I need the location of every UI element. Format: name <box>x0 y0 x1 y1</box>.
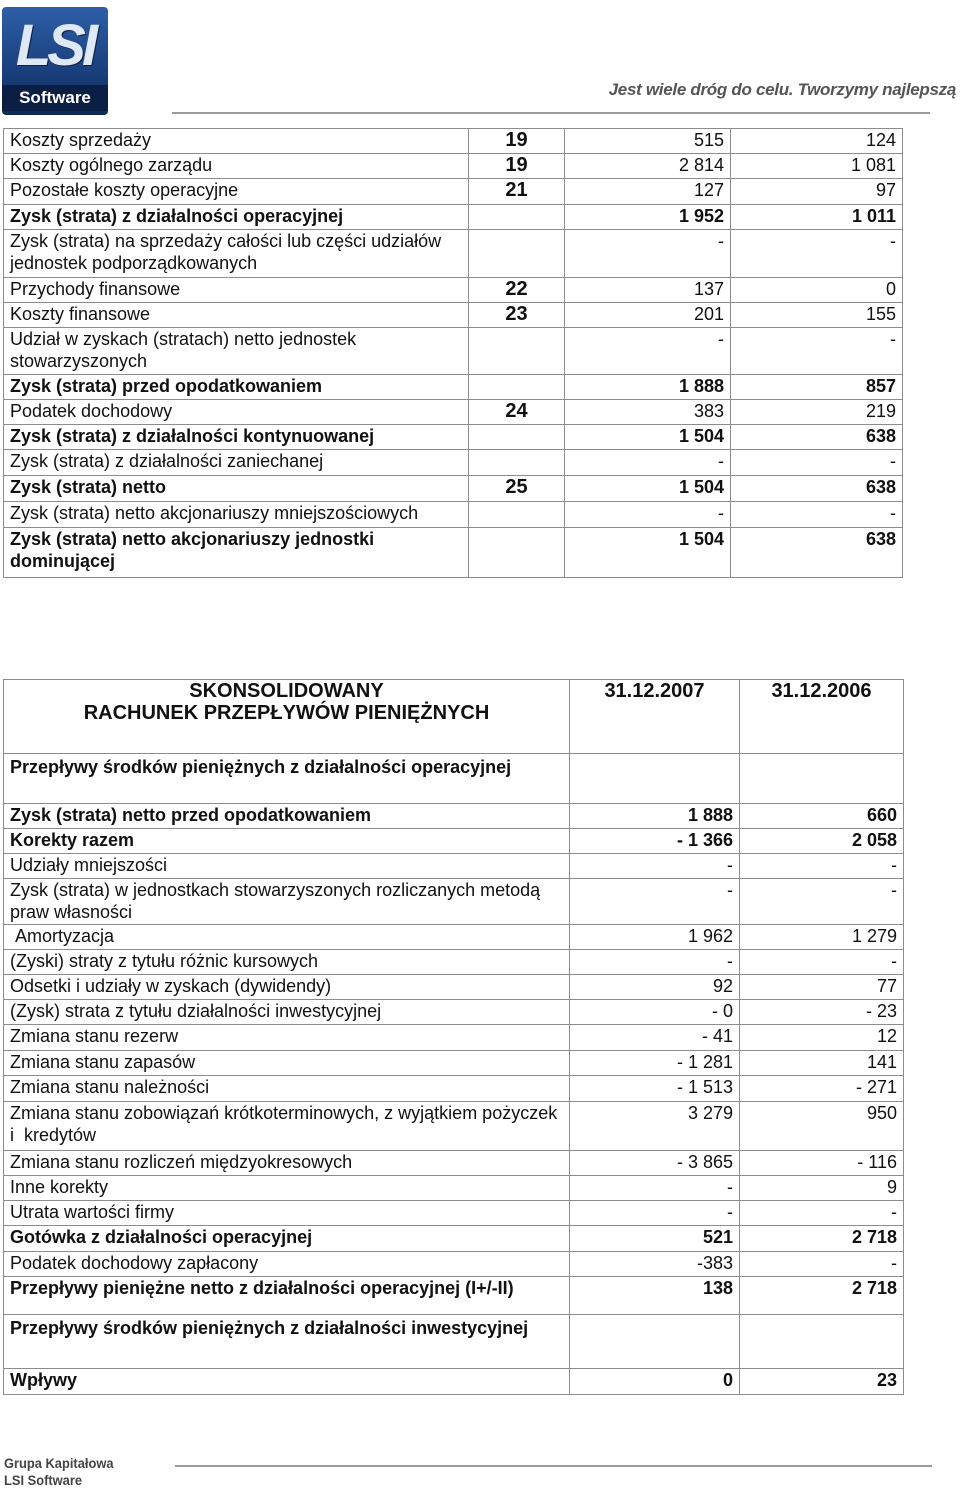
cash-flow-row-2006: 2 058 <box>740 829 904 854</box>
income-row <box>4 230 903 278</box>
cash-flow-row-2006: - <box>740 1252 904 1277</box>
inflows-2007: 0 <box>570 1369 740 1395</box>
cash-flow-row <box>4 879 904 925</box>
income-row-2006: 1 011 <box>731 205 903 230</box>
cash-flow-row-2007: 1 888 <box>570 804 740 829</box>
section-investing-label: Przepływy środków pieniężnych z działalności inwestycyjnej <box>4 1315 570 1369</box>
income-row-2006: 0 <box>731 278 903 303</box>
cash-flow-row-2007: 521 <box>570 1226 740 1252</box>
cash-flow-row-label: Zysk (strata) netto przed opodatkowaniem <box>4 804 570 829</box>
cash-flow-row-label: (Zyski) straty z tytułu różnic kursowych <box>4 950 570 975</box>
income-row-label: Zysk (strata) z działalności zaniechanej <box>4 450 469 476</box>
income-row <box>4 400 903 425</box>
cash-flow-row-2007: - <box>570 854 740 879</box>
cash-flow-row-2006: 1 279 <box>740 925 904 950</box>
income-row-2007: 1 888 <box>565 375 731 400</box>
cash-flow-row-2007: -383 <box>570 1252 740 1277</box>
section-operating-empty-2006 <box>740 754 904 804</box>
income-row-2006: 638 <box>731 476 903 502</box>
cash-flow-row-2006: - 271 <box>740 1076 904 1102</box>
income-row <box>4 450 903 476</box>
cash-flow-row-label: Zysk (strata) w jednostkach stowarzyszonych rozliczanych metodą praw własności <box>4 879 570 925</box>
inflows-label: Wpływy <box>4 1369 570 1395</box>
income-row-2006: 155 <box>731 303 903 328</box>
cash-flow-row-label: Odsetki i udziały w zyskach (dywidendy) <box>4 975 570 1000</box>
income-row-2007: - <box>565 328 731 375</box>
income-row-2007: 383 <box>565 400 731 425</box>
income-row-2007: - <box>565 450 731 476</box>
income-row-2006: - <box>731 230 903 278</box>
income-row-2007: 2 814 <box>565 154 731 179</box>
income-row-label: Koszty finansowe <box>4 303 469 328</box>
cash-flow-row-label: Amortyzacja <box>4 925 570 950</box>
income-row <box>4 375 903 400</box>
cash-flow-row-2007: - <box>570 1201 740 1226</box>
cash-flow-row <box>4 1151 904 1176</box>
income-row-label: Zysk (strata) netto <box>4 476 469 502</box>
cash-flow-row-2006: - 23 <box>740 1000 904 1025</box>
cash-flow-row-2007: - <box>570 950 740 975</box>
income-row-note <box>469 205 565 230</box>
cash-flow-row-2006: 77 <box>740 975 904 1000</box>
income-row-2006: 1 081 <box>731 154 903 179</box>
cash-flow-row <box>4 1277 904 1315</box>
income-row-label: Zysk (strata) z działalności kontynuowanej <box>4 425 469 450</box>
income-row <box>4 476 903 502</box>
logo-wordmark: Software <box>2 85 108 111</box>
cash-flow-row-2007: - 0 <box>570 1000 740 1025</box>
cash-flow-row-2007: 92 <box>570 975 740 1000</box>
income-row-note <box>469 528 565 578</box>
income-row <box>4 205 903 230</box>
footer-divider <box>175 1465 932 1467</box>
income-row-note <box>469 375 565 400</box>
income-row-2006: 219 <box>731 400 903 425</box>
cash-flow-row-2007: 1 962 <box>570 925 740 950</box>
cash-flow-row-label: Utrata wartości firmy <box>4 1201 570 1226</box>
cash-flow-row-label: Przepływy pieniężne netto z działalności operacyjnej (I+/-II) <box>4 1277 570 1315</box>
income-row <box>4 278 903 303</box>
column-header-2007: 31.12.2007 <box>570 680 740 754</box>
cash-flow-row-2006: 660 <box>740 804 904 829</box>
cash-flow-row <box>4 1051 904 1076</box>
income-row-label: Koszty sprzedaży <box>4 129 469 154</box>
cash-flow-row-label: Udziały mniejszości <box>4 854 570 879</box>
cash-flow-row-2006: 2 718 <box>740 1277 904 1315</box>
income-row <box>4 154 903 179</box>
cash-flow-row <box>4 975 904 1000</box>
income-row-2006: 638 <box>731 528 903 578</box>
cash-flow-row-label: Zmiana stanu rozliczeń międzyokresowych <box>4 1151 570 1176</box>
income-row-note: 24 <box>469 400 565 425</box>
cash-flow-row-2007: - 1 513 <box>570 1076 740 1102</box>
income-row-2006: 97 <box>731 179 903 205</box>
income-row-2007: 1 504 <box>565 528 731 578</box>
cash-flow-row <box>4 1176 904 1201</box>
cash-flow-row <box>4 1201 904 1226</box>
income-row-2007: 201 <box>565 303 731 328</box>
cash-flow-title-line2: RACHUNEK PRZEPŁYWÓW PIENIĘŻNYCH <box>83 702 490 724</box>
section-operating-label: Przepływy środków pieniężnych z działalności operacyjnej <box>4 754 570 804</box>
income-row-label: Zysk (strata) przed opodatkowaniem <box>4 375 469 400</box>
cash-flow-row-2007: - 1 366 <box>570 829 740 854</box>
income-row <box>4 129 903 154</box>
income-statement-table <box>3 128 903 578</box>
cash-flow-row <box>4 1252 904 1277</box>
cash-flow-row-2007: 138 <box>570 1277 740 1315</box>
income-row-label: Podatek dochodowy <box>4 400 469 425</box>
cash-flow-row-label: Zmiana stanu zobowiązań krótkoterminowych, z wyjątkiem pożyczek i kredytów <box>4 1102 570 1151</box>
income-row-note: 23 <box>469 303 565 328</box>
header-tagline: Jest wiele dróg do celu. Tworzymy najlepszą <box>608 80 956 99</box>
section-investing-empty-2006 <box>740 1315 904 1369</box>
inflows-row <box>4 1369 904 1395</box>
cash-flow-row-label: Korekty razem <box>4 829 570 854</box>
cash-flow-row <box>4 804 904 829</box>
income-row-2007: - <box>565 230 731 278</box>
income-row <box>4 303 903 328</box>
income-row-label: Pozostałe koszty operacyjne <box>4 179 469 205</box>
cash-flow-table <box>3 679 904 1395</box>
cash-flow-row-2007: 3 279 <box>570 1102 740 1151</box>
section-investing-row <box>4 1315 904 1369</box>
cash-flow-row-2006: 2 718 <box>740 1226 904 1252</box>
cash-flow-row-label: Inne korekty <box>4 1176 570 1201</box>
cash-flow-row-2006: - <box>740 1201 904 1226</box>
income-row-label: Udział w zyskach (stratach) netto jednostek stowarzyszonych <box>4 328 469 375</box>
cash-flow-row-label: Zmiana stanu rezerw <box>4 1025 570 1051</box>
inflows-2006: 23 <box>740 1369 904 1395</box>
cash-flow-row-2007: - 3 865 <box>570 1151 740 1176</box>
cash-flow-row-label: Podatek dochodowy zapłacony <box>4 1252 570 1277</box>
logo-mark: LSI <box>15 13 95 78</box>
lsi-software-logo <box>2 7 108 115</box>
income-row-2006: - <box>731 502 903 528</box>
cash-flow-row <box>4 1102 904 1151</box>
income-row-note <box>469 230 565 278</box>
income-row-note <box>469 502 565 528</box>
income-row <box>4 528 903 578</box>
income-row-label: Zysk (strata) na sprzedaży całości lub części udziałów jednostek podporządkowanych <box>4 230 469 278</box>
cash-flow-row-label: Zmiana stanu należności <box>4 1076 570 1102</box>
income-row-note <box>469 425 565 450</box>
cash-flow-row-2006: 950 <box>740 1102 904 1151</box>
income-row-2006: 124 <box>731 129 903 154</box>
header-divider <box>172 112 930 114</box>
income-row-2006: - <box>731 328 903 375</box>
cash-flow-row-2006: 141 <box>740 1051 904 1076</box>
cash-flow-row <box>4 829 904 854</box>
cash-flow-row-2007: - <box>570 1176 740 1201</box>
column-header-2006: 31.12.2006 <box>740 680 904 754</box>
cash-flow-row-label: Zmiana stanu zapasów <box>4 1051 570 1076</box>
cash-flow-row-2006: 12 <box>740 1025 904 1051</box>
footer-line1: Grupa Kapitałowa <box>4 1455 114 1471</box>
income-row-2006: - <box>731 450 903 476</box>
income-row-label: Zysk (strata) netto akcjonariuszy jednostki dominującej <box>4 528 469 578</box>
income-row-note: 21 <box>469 179 565 205</box>
income-row-note: 19 <box>469 129 565 154</box>
section-operating-empty-2007 <box>570 754 740 804</box>
income-row-note: 25 <box>469 476 565 502</box>
income-row-2007: - <box>565 502 731 528</box>
income-row-2007: 127 <box>565 179 731 205</box>
income-row-label: Zysk (strata) netto akcjonariuszy mniejszościowych <box>4 502 469 528</box>
cash-flow-row-2006: - <box>740 950 904 975</box>
cash-flow-row <box>4 1000 904 1025</box>
cash-flow-row-2007: - <box>570 879 740 925</box>
cash-flow-row-label: Gotówka z działalności operacyjnej <box>4 1226 570 1252</box>
income-row-2007: 137 <box>565 278 731 303</box>
cash-flow-row <box>4 854 904 879</box>
income-row-2006: 638 <box>731 425 903 450</box>
section-investing-empty-2007 <box>570 1315 740 1369</box>
income-row-note: 22 <box>469 278 565 303</box>
income-row-2007: 1 952 <box>565 205 731 230</box>
footer-company <box>4 1455 114 1489</box>
cash-flow-header-row <box>4 680 904 754</box>
income-row-label: Przychody finansowe <box>4 278 469 303</box>
income-row-note: 19 <box>469 154 565 179</box>
income-row-2006: 857 <box>731 375 903 400</box>
cash-flow-title <box>4 680 570 754</box>
cash-flow-row-2006: - <box>740 879 904 925</box>
income-row-label: Koszty ogólnego zarządu <box>4 154 469 179</box>
cash-flow-title-line1: SKONSOLIDOWANY <box>189 680 384 702</box>
income-row <box>4 502 903 528</box>
cash-flow-row-label: (Zysk) strata z tytułu działalności inwestycyjnej <box>4 1000 570 1025</box>
cash-flow-row-2007: - 41 <box>570 1025 740 1051</box>
cash-flow-row <box>4 925 904 950</box>
income-row <box>4 425 903 450</box>
cash-flow-row <box>4 1076 904 1102</box>
cash-flow-row <box>4 950 904 975</box>
income-row <box>4 179 903 205</box>
income-row-2007: 1 504 <box>565 425 731 450</box>
income-row-note <box>469 450 565 476</box>
footer-line2: LSI Software <box>4 1472 83 1488</box>
income-row-note <box>469 328 565 375</box>
cash-flow-row <box>4 1025 904 1051</box>
cash-flow-row-2006: - 116 <box>740 1151 904 1176</box>
income-row-2007: 1 504 <box>565 476 731 502</box>
income-row-2007: 515 <box>565 129 731 154</box>
cash-flow-row-2006: 9 <box>740 1176 904 1201</box>
section-operating-row <box>4 754 904 804</box>
cash-flow-row <box>4 1226 904 1252</box>
income-row-label: Zysk (strata) z działalności operacyjnej <box>4 205 469 230</box>
cash-flow-row-2007: - 1 281 <box>570 1051 740 1076</box>
income-row <box>4 328 903 375</box>
cash-flow-row-2006: - <box>740 854 904 879</box>
